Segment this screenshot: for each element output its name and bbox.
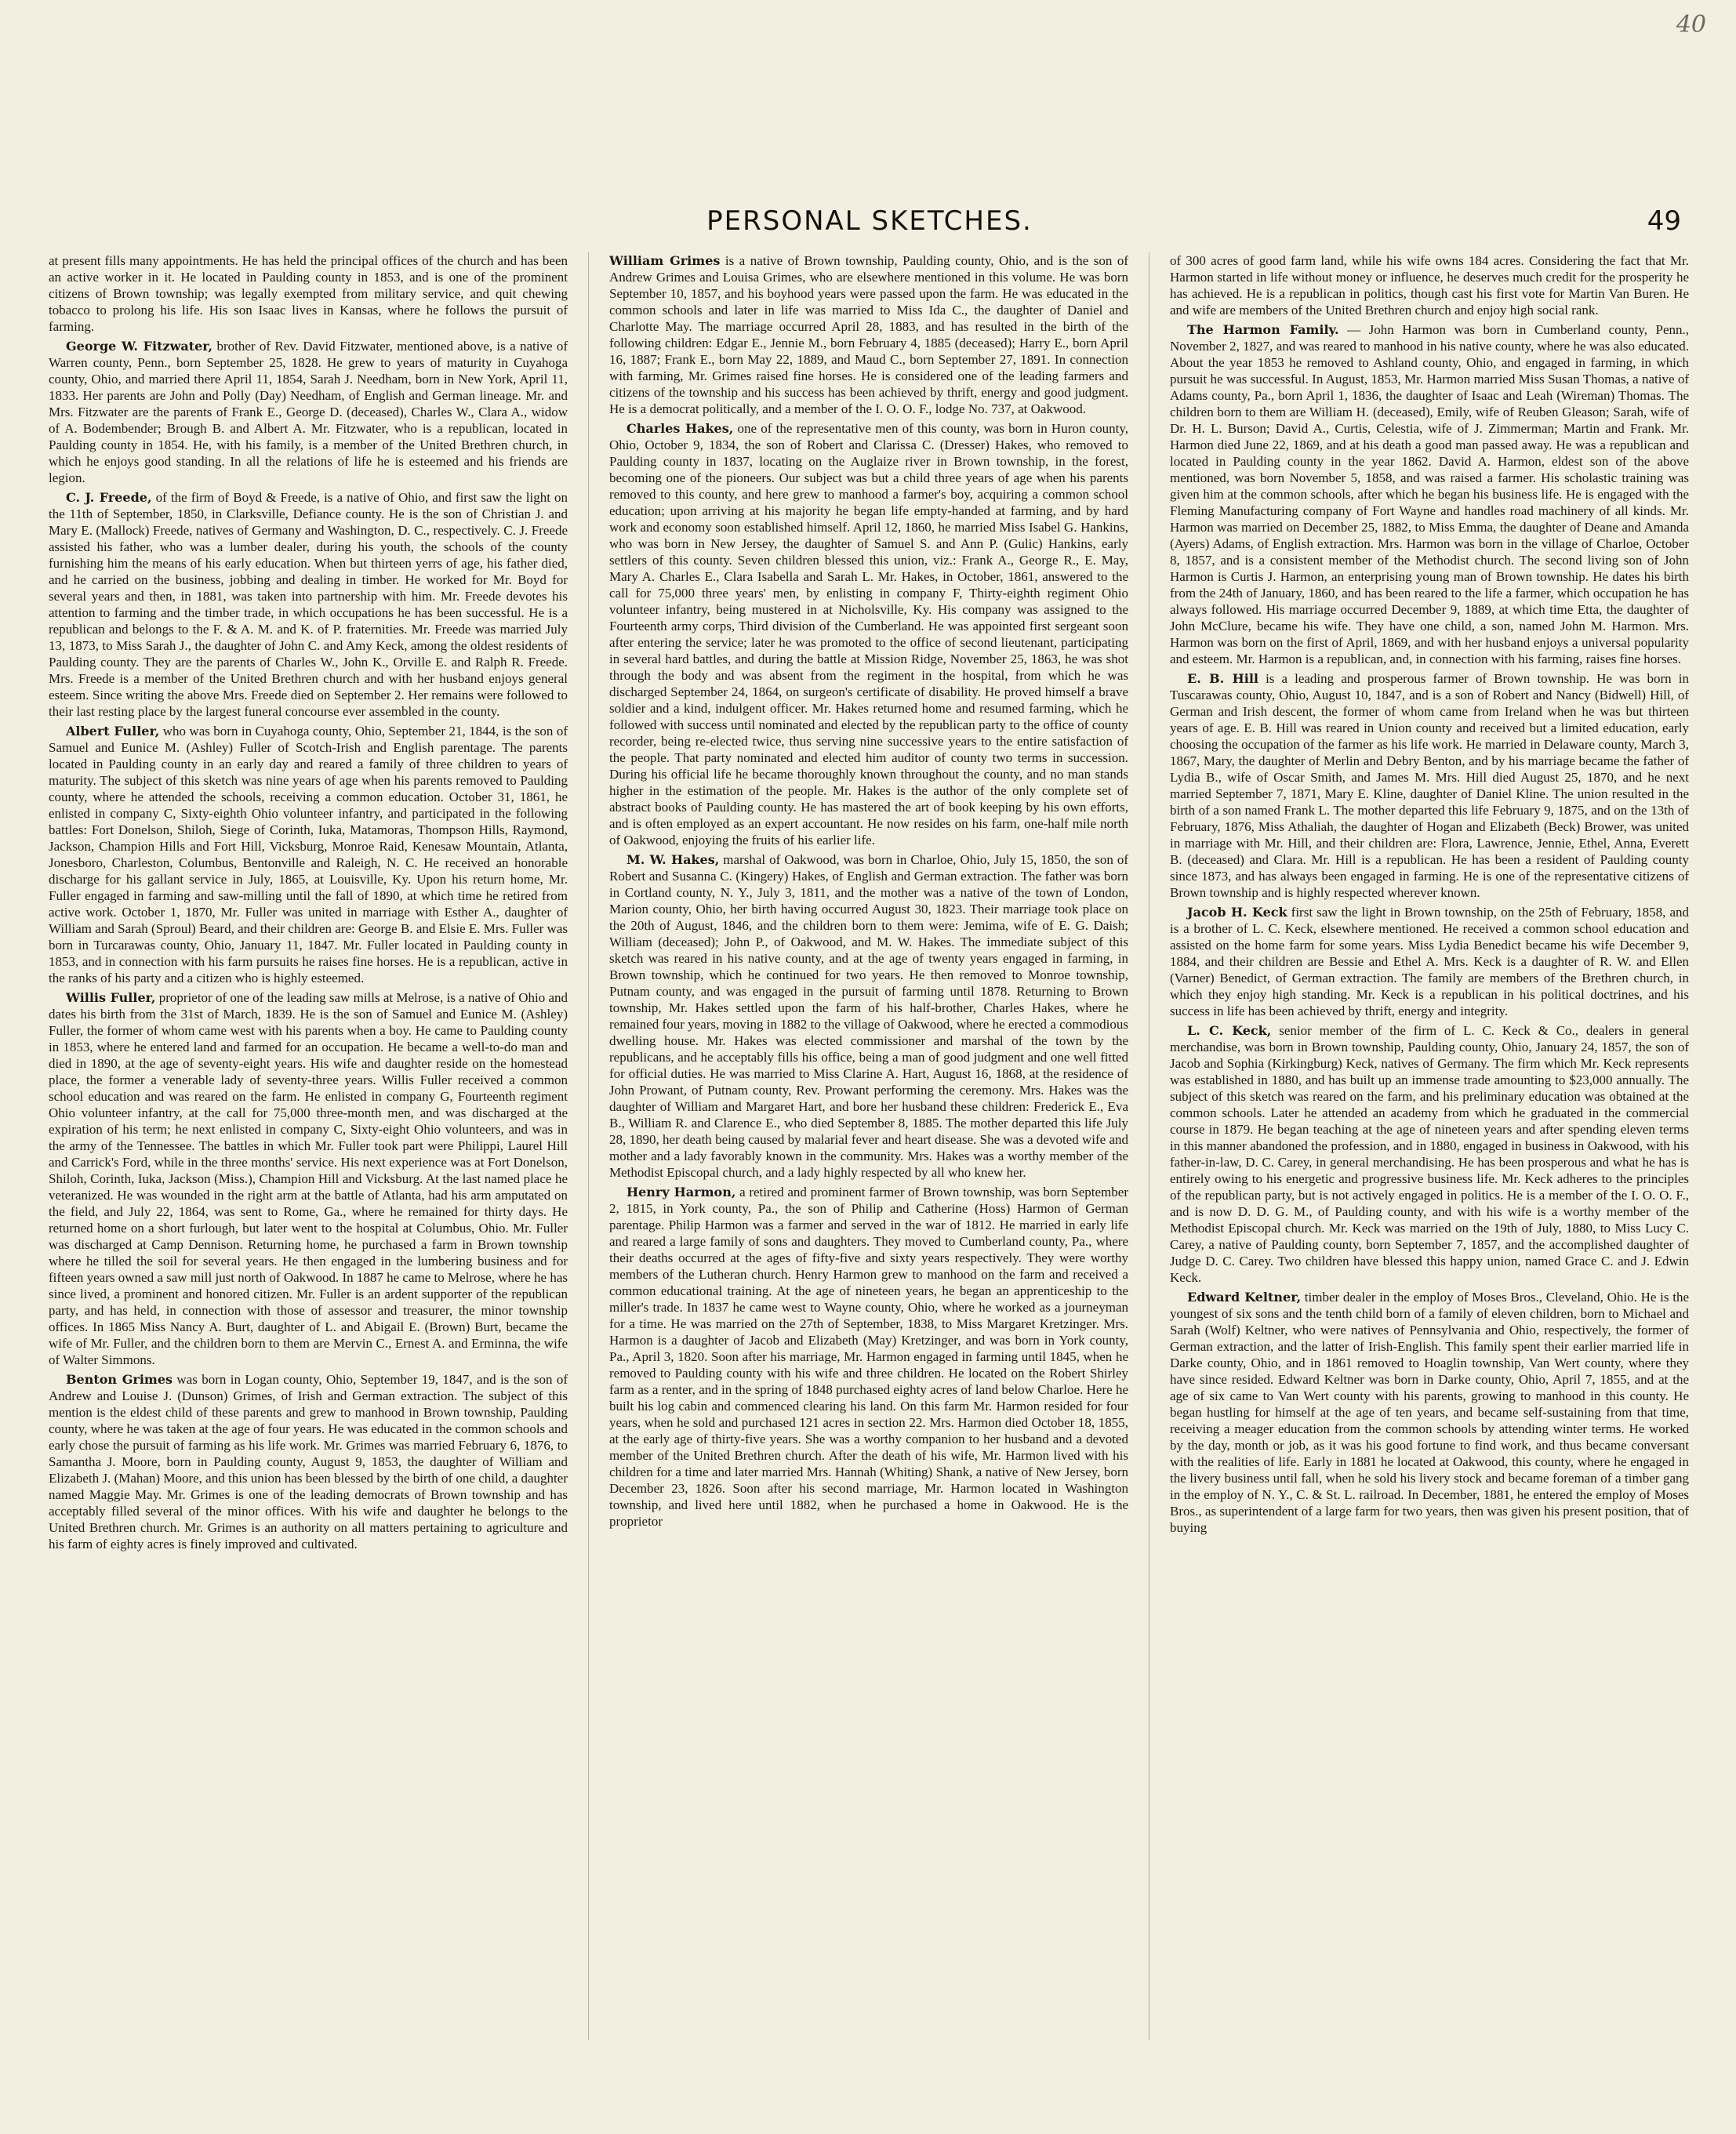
sketch-paragraph <box>49 989 568 1368</box>
sketch-text: a retired and prominent farmer of Brown township, was born September 2, 1815, in York county, Pa., the son of Philip and Catherine (Hoss) Harmon of German parentage. Philip Harmon was a farmer and served in the war of 1812. He married in early life and reared a large family of sons and daughters. They moved to Cumberland county, Pa., where their deaths occurred at the ages of fifty-five and sixty years respectively. They were worthy members of the Lutheran church. Henry Harmon grew to manhood on the farm and received a common educational training. At the age of nineteen years, he began an apprenticeship to the miller's trade. In 1837 he came west to Wayne county, Ohio, where he worked as a journeyman for a time. He was married on the 27th of September, 1838, to Miss Margaret Kretzinger. Mrs. Harmon is a daughter of Jacob and Elizabeth (May) Kretzinger, and was born in York county, Pa., April 3, 1820. Soon after his marriage, Mr. Harmon engaged in farming until 1845, when he removed to Paulding county with his wife and three children. He located on the Robert Shirley farm as a renter, and in the spring of 1848 purchased eighty acres of land below Charloe. Here he built his log cabin and commenced clearing his land. On this farm Mr. Harmon resided for four years, when he sold and purchased 121 acres in section 22. Mrs. Harmon died October 18, 1855, at the early age of thirty-five years. She was a worthy companion to her husband and a devoted member of the United Brethren church. After the death of his wife, Mr. Harmon lived with his children for a time and later married Mrs. Hannah (Whiting) Shank, a native of New Jersey, born December 23, 1826. Soon after his second marriage, Mr. Harmon located in Washington township, and lived here until 1882, when he purchased a home in Oakwood. He is the proprietor <box>609 1185 1128 1529</box>
sketch-text: proprietor of one of the leading saw mills at Melrose, is a native of Ohio and dates his birth from the 31st of March, 1839. He is the son of Samuel and Eunice M. (Ashley) Fuller, the former of whom came west with his parents when a boy. He came to Paulding county in 1853, where he entered land and farmed for an occupation. He became a well-to-do man and died in 1890, at the age of seventy-eight years. His wife and daughter reside on the homestead place, the former a venerable lady of seventy-three years. Willis Fuller received a common school education and was reared on the farm. He enlisted in company G, Fourteenth regiment Ohio volunteer infantry, at the call for 75,000 three-month men, and was discharged at the expiration of his term; he next enlisted in company C, Sixty-eight Ohio volunteers, and was in the army of the Tennessee. The battles in which Mr. Fuller took part were Philippi, Laurel Hill and Carrick's Ford, while in the three months' service. His next experience was at Fort Donelson, Shiloh, Corinth, Iuka, Jackson (Miss.), Champion Hill and Vicksburg. At the last named place he veteranized. He was wounded in the right arm at the battle of Atlanta, had his arm amputated on the field, and July 22, 1864, was sent to Rome, Ga., where he remained for thirty days. He returned home on a short furlough, but later went to the hospital at Columbus, Ohio. Mr. Fuller was discharged at Camp Dennison. Returning home, he purchased a farm in Brown township where he tilled the soil for several years. He then engaged in the lumbering business and for fifteen years owned a saw mill just north of Oakwood. In 1887 he came to Melrose, where he has since lived, a prominent and honored citizen. Mr. Fuller is an ardent supporter of the republican party, and has held, in connection with those of assessor and treasurer, the minor township offices. In 1865 Miss Nancy A. Burt, daughter of L. and Abigail E. (Brown) Burt, became the wife of Mr. Fuller, and the children born to them are Mervin C., Ernest A. and Erminna, the wife of Walter Simmons. <box>49 990 568 1367</box>
sketch-text: of 300 acres of good farm land, while his wife owns 184 acres. Considering the fact that Mr. Harmon started in life without money or influence, he deserves much credit for the prosperity he has achieved. He is a republican in politics, though cast his first vote for Martin Van Buren. He and wife are members of the United Brethren church and enjoy high social rank. <box>1170 253 1689 318</box>
sketch-text: who was born in Cuyahoga county, Ohio, September 21, 1844, is the son of Samuel and Eunice M. (Ashley) Fuller of Scotch-Irish and English parentage. The parents located in Paulding county in an early day and reared a family of three children to years of maturity. The subject of this sketch was nine years of age when his parents removed to Paulding county, where he attended the schools, receiving a common education. October 31, 1861, he enlisted in company C, Sixty-eighth Ohio volunteer infantry, and participated in the following battles: Fort Donelson, Shiloh, Siege of Corinth, Iuka, Matamoras, Thompson Hills, Raymond, Jackson, Champion Hills and Fort Hill, Vicksburg, Monroe Raid, Kenesaw Mountain, Atlanta, Jonesboro, Charleston, Columbus, Bentonville and Raleigh, N. C. He received an honorable discharge for his gallant service in July, 1865, at Louisville, Ky. Upon his return home, Mr. Fuller engaged in farming and saw-milling until the fall of 1890, at which time he retired from active work. October 1, 1870, Mr. Fuller was united in marriage with Esther A., daughter of William and Sarah (Sproul) Beard, and their children are: George B. and Elsie E. Mrs. Fuller was born in Turcarawas county, Ohio, January 11, 1847. Mr. Fuller located in Paulding county in 1853, and in connection with his farm pursuits he raises fine horses. He is a republican, active in the ranks of his party and a citizen who is highly esteemed. <box>49 724 568 985</box>
sketch-name: William Grimes <box>609 253 721 268</box>
sketch-name: Jacob H. Keck <box>1187 905 1287 920</box>
sketch-name: M. W. Hakes, <box>626 852 720 867</box>
sketch-text: of the firm of Boyd & Freede, is a native of Ohio, and first saw the light on the 11th of September, 1850, in Clarksville, Defiance county. He is the son of Christian J. and Mary E. (Mallock) Freede, natives of Germany and Washington, D. C., respectively. C. J. Freede assisted his father, who was a lumber dealer, during his youth, the schools of the county furnishing him the means of his early education. When but thirteen yerrs of age, his father died, and he carried on the business, jobbing and dealing in timber. He worked for Mr. Boyd for several years and then, in 1881, was taken into partnership with him. Mr. Freede devotes his attention to farming and the timber trade, in which occupations he has been successful. He is a republican and belongs to the F. & A. M. and K. of P. fraternities. Mr. Freede was married July 13, 1873, to Miss Sarah J., the daughter of John C. and Amy Keck, among the oldest residents of Paulding county. They are the parents of Charles W., John K., Orville E. and Ralph R. Freede. Mrs. Freede is a member of the United Brethren church and with her husband enjoys general esteem. Since writing the above Mrs. Freede died on September 2. Her remains were followed to their last resting place by the largest funeral concourse ever assembled in the county. <box>49 490 568 719</box>
sketch-name: Willis Fuller, <box>66 990 156 1005</box>
sketch-paragraph <box>1170 670 1689 901</box>
sketch-paragraph <box>1170 252 1689 318</box>
sketch-paragraph <box>49 1371 568 1552</box>
sketch-text: is a leading and prosperous farmer of Brown township. He was born in Tuscarawas county, Ohio, August 10, 1847, and is a son of Robert and Nancy (Bidwell) Hill, of German and Irish descent, the former of whom came from Ireland when he was but thirteen years of age. E. B. Hill was reared in Union county and received but a limited education, early choosing the occupation of the farmer as his life work. He married in Delaware county, March 3, 1867, Mary, the daughter of Merlin and Debry Benton, and by his marriage became the father of Lydia B., wife of Oscar Smith, and James M. Mrs. Hill died August 25, 1870, and he next married September 7, 1871, Mary E. Kline, daughter of Daniel Kline. The union resulted in the birth of a son named Frank L. The mother departed this life February 9, 1875, and on the 13th of February, 1876, Miss Athaliah, the daughter of Hogan and Elizabeth (Beck) Brower, was united in marriage with Mr. Hill, and their children are: Flora, Lawrence, Jennie, Ethel, Anna, Everett B. (deceased) and Clara. Mr. Hill is a republican. He has been a resident of Paulding county since 1873, and has always been engaged in farming. He is one of the representative citizens of Brown township and is highly respected wherever known. <box>1170 671 1689 900</box>
sketch-name: Benton Grimes <box>66 1372 173 1387</box>
sketch-text: first saw the light in Brown township, on the 25th of February, 1858, and is a brother of L. C. Keck, elsewhere mentioned. He received a common school education and assisted on the home farm for some years. Miss Lydia Benedict became his wife December 9, 1884, and their children are Bessie and Ethel A. Mrs. Keck is a daughter of R. W. and Ellen (Varner) Benedict, of German extraction. The family are members of the Brethren church, in which they enjoy high standing. Mr. Keck is a republican in his political doctrines, and his success in life has been achieved by thrift, energy and integrity. <box>1170 905 1689 1018</box>
sketch-paragraph <box>609 420 1128 848</box>
column-1 <box>49 252 568 2040</box>
page-number: 49 <box>1647 205 1681 237</box>
column-3 <box>1170 252 1689 2040</box>
sketch-paragraph <box>1170 1289 1689 1536</box>
sketch-text: marshal of Oakwood, was born in Charloe, Ohio, July 15, 1850, the son of Robert and Susanna C. (Kingery) Hakes, of English and German extraction. The father was born in Cortland county, N. Y., July 3, 1811, and the mother was a native of the town of London, Marion county, Ohio, her birth having occurred August 30, 1823. Their marriage took place on the 20th of August, 1846, and the children born to them were: Jemima, wife of E. G. Daish; William (deceased); John P., of Oakwood, and M. W. Hakes. The immediate subject of this sketch was reared in his native county, and at the age of twenty years engaged in farming, in Brown township, which he continued for two years. He then removed to Monroe township, Putnam county, and was engaged in the pursuit of farming until 1878. Returning to Brown township, Mr. Hakes settled upon the farm of his half-brother, Charles Hakes, where he remained four years, moving in 1882 to the village of Oakwood, where he erected a commodious dwelling house. Mr. Hakes was elected commissioner and marshal of the town by the republicans, and he acceptably fills his office, being a man of good judgment and one well fitted for official duties. He was married to Miss Clarine A. Hart, August 16, 1868, at the residence of John Prowant, of Putnam county, Rev. Prowant performing the ceremony. Mrs. Hakes was the daughter of William and Margaret Hart, and bore her husband these children: Frederick E., Eva B., William R. and Clarence E., who died September 8, 1885. The mother departed this life July 28, 1890, her death being caused by malarial fever and heart disease. She was a devoted wife and mother and a lady favorably known in the community. Mrs. Hakes was a worthy member of the Methodist Episcopal church, and a lady highly respected by all who knew her. <box>609 852 1128 1180</box>
sketch-name: L. C. Keck, <box>1187 1023 1272 1038</box>
sketch-paragraph <box>49 338 568 486</box>
sketch-name: C. J. Freede, <box>66 490 152 505</box>
sketch-text: one of the representative men of this county, was born in Huron county, Ohio, October 9, 1834, the son of Robert and Clarissa C. (Dresser) Hakes, who removed to Paulding county in 1837, locating on the Auglaize river in Brown township, in the forest, becoming one of the pioneers. Our subject was but a child three years of age when his parents removed to this county, and here grew to manhood a farmer's boy, acquiring a common school education; upon arriving at his majority he began life empty-handed at farming, and by hard work and economy soon established himself. April 12, 1860, he married Miss Isabel G. Hankins, who was born in New Jersey, the daughter of Samuel S. and Ann P. (Gulic) Hankins, early settlers of this county. Seven children blessed this union, viz.: Frank A., George R., E. May, Mary A. Charles E., Clara Isabella and Sarah L. Mr. Hakes, in October, 1861, answered to the call for 75,000 three years' men, by enlisting in company F, Thirty-eighth regiment Ohio volunteer infantry, being mustered in at Nicholsville, Ky. His company was assigned to the Fourteenth army corps, Third division of the Cumberland. He was appointed first sergeant soon after entering the service; later he was promoted to the office of second lieutenant, participating in several hard battles, and during the battle at Mission Ridge, November 25, 1863, he was shot through the body and was absent from the regiment in the hospital, from which he was discharged September 24, 1864, on surgeon's certificate of disability. He proved himself a brave soldier and a kind, indulgent officer. Mr. Hakes returned home and resumed farming, which he followed with success until nominated and elected by the republican party to the office of county recorder, being re-elected twice, thus serving nine successive years to the entire satisfaction of the people. That party nominated and elected him auditor of county two terms in succession. During his official life he became thoroughly known throughout the county, and no man stands higher in the estimation of the people. Mr. Hakes is the author of the only complete set of abstract books of Paulding county. He has mastered the art of book keeping by his own efforts, and is often employed as an expert accountant. He now resides on his farm, one-half mile north of Oakwood, enjoying the fruits of his earlier life. <box>609 421 1128 847</box>
text-columns <box>49 252 1689 2040</box>
sketch-name: George W. Fitzwater, <box>66 339 213 354</box>
sketch-name: Edward Keltner, <box>1187 1290 1302 1305</box>
page-title: PERSONAL SKETCHES. <box>706 205 1033 237</box>
sketch-paragraph <box>609 851 1128 1181</box>
sketch-paragraph <box>1170 1022 1689 1286</box>
sketch-text: senior member of the firm of L. C. Keck & Co., dealers in general merchandise, was born in Brown township, Paulding county, Ohio, January 24, 1857, the son of Jacob and Sophia (Kirkingburg) Keck, natives of Germany. The firm which Mr. Keck represents was established in 1880, and has built up an immense trade amounting to $23,000 annually. The subject of this sketch was reared on the farm, and his preliminary education was obtained at the common schools. Later he attended an academy from which he graduated in the commercial course in 1879. He began teaching at the age of nineteen years and after spending eleven terms in this manner abandoned the profession, and in 1880, engaged in business in Oakwood, with his father-in-law, D. C. Carey, in general merchandising. He has been prosperous and what he has is entirely owing to his energetic and progressive business life. Mr. Keck adheres to the principles of the republican party, but is not actively engaged in politics. He is a member of the I. O. O. F., and is now D. D. G. M., of Paulding county, and with his wife is a worthy member of the Methodist Episcopal church. Mr. Keck was married on the 19th of July, 1880, to Miss Lucy C. Carey, a native of Paulding county, born September 7, 1857, and the accomplished daughter of Judge D. C. Carey. Two children have blessed this happy union, named Grace C. and J. Edwin Keck. <box>1170 1023 1689 1285</box>
sketch-text: was born in Logan county, Ohio, September 19, 1847, and is the son of Andrew and Louise J. (Dunson) Grimes, of Irish and German extraction. The subject of this mention is the eldest child of these parents and grew to manhood in Brown township, Paulding county, where he was taken at the age of four years. He was educated in the common schools and early chose the pursuit of farming as his life work. Mr. Grimes was married February 6, 1876, to Samantha J. Moore, born in Paulding county, August 9, 1853, the daughter of William and Elizabeth J. (Mahan) Moore, and this union has been blessed by the birth of one child, a daughter named Maggie May. Mr. Grimes is one of the leading democrats of Brown township and has acceptably filled several of the minor offices. With his wife and daughter he belongs to the United Brethren church. Mr. Grimes is an authority on all matters pertaining to agriculture and his farm of eighty acres is finely improved and cultivated. <box>49 1372 568 1552</box>
sketch-paragraph <box>49 489 568 720</box>
sketch-name: The Harmon Family. <box>1187 322 1339 337</box>
sketch-text: — John Harmon was born in Cumberland county, Penn., November 2, 1827, and was reared to manhood in his native county, where he was also educated. About the year 1853 he removed to Ashland county, Ohio, and engaged in farming, in which pursuit he was successful. In August, 1853, Mr. Harmon married Miss Susan Thomas, a native of Adams county, Pa., born April 1, 1836, the daughter of Isaac and Leah (Wireman) Thomas. The children born to them are William H. (deceased), Emily, wife of Reuben Gleason; Sarah, wife of Dr. H. L. Burson; David A., Curtis, Celestia, wife of J. Zimmerman; Martin and Frank. Mr. Harmon died June 22, 1869, and at his death a good man passed away. He was a republican and located in Paulding county in the year 1862. David A. Harmon, eldest son of the above mentioned, was born November 5, 1858, and was raised a farmer. His scholastic training was given him at the common schools, after which he began his business life. He is engaged with the Fleming Manufacturing company of Fort Wayne and handles road machinery of all kinds. Mr. Harmon was married on December 25, 1882, to Miss Emma, the daughter of Deane and Amanda (Ayers) Adams, of English extraction. Mrs. Harmon was born in the village of Charloe, October 8, 1857, and is a consistent member of the Methodist church. The second living son of John Harmon is Curtis J. Harmon, an enterprising young man of Brown township. He dates his birth from the 24th of January, 1860, and has been reared to the life a farmer, which occupation he has always followed. His marriage occurred December 9, 1889, at which time Etta, the daughter of John McClure, became his wife. They have one child, a son, named John M. Harmon. Mrs. Harmon was born on the first of April, 1869, and with her husband enjoys a universal popularity and esteem. Mr. Harmon is a republican, and, in connection with his farming, raises fine horses. <box>1170 322 1689 666</box>
sketch-paragraph <box>49 252 568 335</box>
sketch-name: E. B. Hill <box>1187 671 1258 686</box>
page-header <box>50 205 1689 246</box>
column-divider <box>588 252 589 2040</box>
page-corner-number: 40 <box>1676 11 1706 38</box>
sketch-text: at present fills many appointments. He has held the principal offices of the church and has been an active worker in it. He located in Paulding county in 1853, and is one of the prominent citizens of Brown township; was legally exempted from military service, and quit chewing tobacco to prolong his life. His son Isaac lives in Kansas, where he follows the pursuit of farming. <box>49 253 568 334</box>
sketch-text: is a native of Brown township, Paulding county, Ohio, and is the son of Andrew Grimes and Louisa Grimes, who are elsewhere mentioned in this volume. He was born September 10, 1857, and his boyhood years were passed upon the farm. He was educated in the common schools and later in life was married to Miss Ida C., the daughter of Daniel and Charlotte May. The marriage occurred April 28, 1883, and has resulted in the birth of the following children: Edgar E., Jennie M., born February 4, 1885 (deceased); Harry E., born April 16, 1887; Frank E., born May 22, 1889, and Maud C., born September 27, 1891. In connection with farming, Mr. Grimes raised fine horses. He is considered one of the leading farmers and citizens of the township and his success has been achieved by thrift, energy and good judgment. He is a democrat politically, and a member of the I. O. O. F., lodge No. 737, at Oakwood. <box>609 253 1128 416</box>
sketch-paragraph <box>609 1184 1128 1530</box>
column-2 <box>609 252 1128 2040</box>
sketch-paragraph <box>1170 904 1689 1019</box>
sketch-name: Henry Harmon, <box>626 1185 736 1199</box>
sketch-paragraph <box>49 723 568 986</box>
sketch-name: Charles Hakes, <box>626 421 734 436</box>
sketch-name: Albert Fuller, <box>66 724 160 739</box>
sketch-paragraph <box>1170 321 1689 667</box>
sketch-text: timber dealer in the employ of Moses Bros., Cleveland, Ohio. He is the youngest of six sons and the tenth child born of a family of eleven children, born to Michael and Sarah (Wolf) Keltner, who were natives of Pennsylvania and Ohio, respectively, the former of German extraction, and the latter of Irish-English. This family spent their earlier married life in Darke county, Ohio, and in 1861 removed to Hoaglin township, Van Wert county, where they have since resided. Edward Keltner was born in Darke county, Ohio, April 7, 1855, and at the age of six came to Van Wert county with his parents, growing to manhood in this county. He began hustling for himself at the age of ten years, and became self-sustaining from that time, receiving a meager education from the common schools by attending winter terms. He worked by the day, month or job, as it was his good fortune to find work, and thus became conversant with the realities of life. Early in 1881 he located at Oakwood, this county, where he engaged in the livery business until fall, when he sold his livery stock and became foreman of a timber gang in the employ of N. Y., C. & St. L. railroad. In December, 1881, he entered the employ of Moses Bros., as superintendent of a large farm for two years, then was given his present position, that of buying <box>1170 1290 1689 1535</box>
sketch-text: brother of Rev. David Fitzwater, mentioned above, is a native of Warren county, Penn., born September 25, 1828. He grew to years of maturity in Cuyahoga county, Ohio, and married there April 11, 1854, Sarah J. Needham, born in New York, April 11, 1833. Her parents are John and Polly (Day) Needham, of English and German lineage. Mr. and Mrs. Fitzwater are the parents of Frank E., George D. (deceased), Charles W., Clara A., widow of A. Bodembender; Brough B. and Albert A. Mr. Fitzwater, who is a republican, located in Paulding county in 1854. He, with his family, is a member of the United Brethren church, in which he enjoys good standing. In all the relations of life he is esteemed and his friends are legion. <box>49 339 568 485</box>
sketch-paragraph <box>609 252 1128 417</box>
